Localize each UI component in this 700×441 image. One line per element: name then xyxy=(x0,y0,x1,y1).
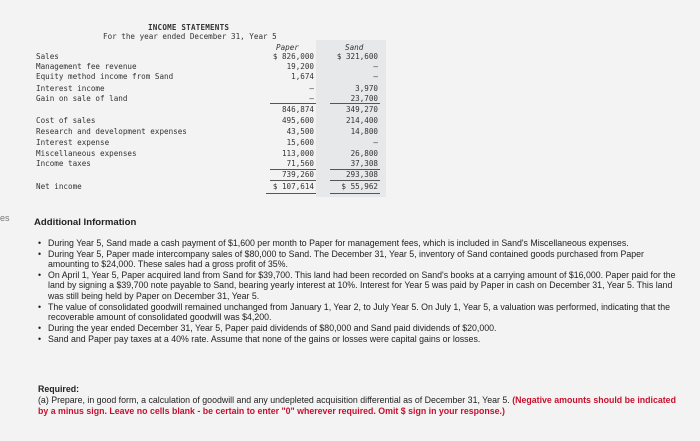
row-label: Equity method income from Sand xyxy=(36,72,174,81)
sand-value: 349,270 xyxy=(345,105,378,114)
statement-title: INCOME STATEMENTS xyxy=(148,23,230,32)
subtotal-rule-paper-2 xyxy=(270,169,316,170)
sand-value: $ 55,962 xyxy=(341,182,378,191)
row-label: Interest income xyxy=(36,84,105,93)
column-header-sand: Sand xyxy=(345,43,364,52)
required-part-a xyxy=(38,395,678,416)
required-label: Required: xyxy=(38,384,80,394)
left-edge-text: es xyxy=(0,213,10,223)
list-item: • During the year ended December 31, Year 5, Paper paid dividends of $80,000 and Sand paid dividends of $20,000. xyxy=(38,322,497,333)
row-income-taxes xyxy=(36,159,378,168)
paper-value: $ 826,000 xyxy=(272,52,314,61)
total-rule-paper xyxy=(270,180,316,181)
additional-info-list xyxy=(38,238,678,344)
row-gain-land xyxy=(36,94,378,103)
paper-value: $ 107,614 xyxy=(272,182,314,191)
sand-value: – xyxy=(373,62,378,71)
statement-subtitle: For the year ended December 31, Year 5 xyxy=(103,32,277,41)
row-label: Net income xyxy=(36,182,82,191)
paper-value: – xyxy=(309,84,314,93)
row-label: Cost of sales xyxy=(36,116,96,125)
sand-value: – xyxy=(373,138,378,147)
sand-value: 23,700 xyxy=(350,94,378,103)
subtotal-rule-sand xyxy=(330,103,380,104)
row-misc-expenses xyxy=(36,149,378,158)
paper-value: 113,000 xyxy=(281,149,314,158)
row-interest-expense xyxy=(36,138,378,147)
part-a-note: (Negative amounts should be indicated by a minus sign. Leave no cells blank - be certain to enter "0" wherever required. Omit $ sign in your response.) xyxy=(38,395,676,416)
paper-value: 15,600 xyxy=(286,138,314,147)
row-net-income xyxy=(36,182,378,191)
row-rd-expenses xyxy=(36,127,378,136)
list-item: • Sand and Paper pay taxes at a 40% rate. Assume that none of the gains or losses were capital gains or losses. xyxy=(38,333,481,344)
row-label: Gain on sale of land xyxy=(36,94,128,103)
row-label: Research and development expenses xyxy=(36,127,187,136)
part-a-text: (a) Prepare, in good form, a calculation of goodwill and any undepleted acquisition differential as of December 31, Year 5. xyxy=(38,395,510,405)
column-header-paper: Paper xyxy=(276,43,299,52)
sand-value: $ 321,600 xyxy=(336,52,378,61)
sand-value: 26,800 xyxy=(350,149,378,158)
paper-value: 495,600 xyxy=(281,116,314,125)
row-sales xyxy=(36,52,378,61)
sand-value: – xyxy=(373,72,378,81)
sand-value: 3,970 xyxy=(355,84,378,93)
sand-value: 37,308 xyxy=(350,159,378,168)
row-label: Interest expense xyxy=(36,138,110,147)
list-item: • During Year 5, Sand made a cash payment of $1,600 per month to Paper for management fees, which is included in Sand's Miscellaneous expenses. xyxy=(38,238,629,248)
sand-value: 14,800 xyxy=(350,127,378,136)
paper-value: 43,500 xyxy=(286,127,314,136)
total-rule-sand xyxy=(330,180,380,181)
sand-value: 214,400 xyxy=(345,116,378,125)
list-item: • The value of consolidated goodwill remained unchanged from January 1, Year 2, to July Year 5. On July 1, Year 5, a valuation was performed, indicating that the recoverable amount of consolidated goodwill was $4,200. xyxy=(38,301,671,323)
row-interest-income xyxy=(36,84,378,93)
double-rule-sand xyxy=(330,193,380,194)
subtotal-rule-paper xyxy=(270,103,316,104)
paper-value: 71,560 xyxy=(286,159,314,168)
paper-value: – xyxy=(309,94,314,103)
paper-value: 19,200 xyxy=(286,62,314,71)
list-item: • On April 1, Year 5, Paper acquired land from Sand for $39,700. This land had been recorded on Sand's books at a carrying amount of $16,000. Paper paid for the land by signing a $39,700 note payable to Sand, bearing yearly interest at 10%. Interest for Year 5 was paid by Paper in cash on December 31, Year 5. This land was still being held by Paper on December 31, Year 5. xyxy=(38,270,676,301)
list-item: • During Year 5, Paper made intercompany sales of $80,000 to Sand. The December 31, Year 5, inventory of Sand contained goods purchased from Paper amounting to $24,000. These sales had a gross profit of 35%. xyxy=(38,248,644,270)
paper-value: 846,874 xyxy=(281,105,314,114)
row-equity-income xyxy=(36,72,378,81)
sand-value: 293,308 xyxy=(345,170,378,179)
row-label: Miscellaneous expenses xyxy=(36,149,137,158)
paper-value: 739,260 xyxy=(281,170,314,179)
row-management-fee xyxy=(36,62,378,71)
row-label: Sales xyxy=(36,52,59,61)
subtotal-rule-sand-2 xyxy=(330,169,380,170)
row-label: Management fee revenue xyxy=(36,62,137,71)
double-rule-paper xyxy=(266,193,316,194)
row-label: Income taxes xyxy=(36,159,91,168)
row-cost-of-sales xyxy=(36,116,378,125)
paper-value: 1,674 xyxy=(291,72,314,81)
additional-info-title: Additional Information xyxy=(34,217,137,228)
